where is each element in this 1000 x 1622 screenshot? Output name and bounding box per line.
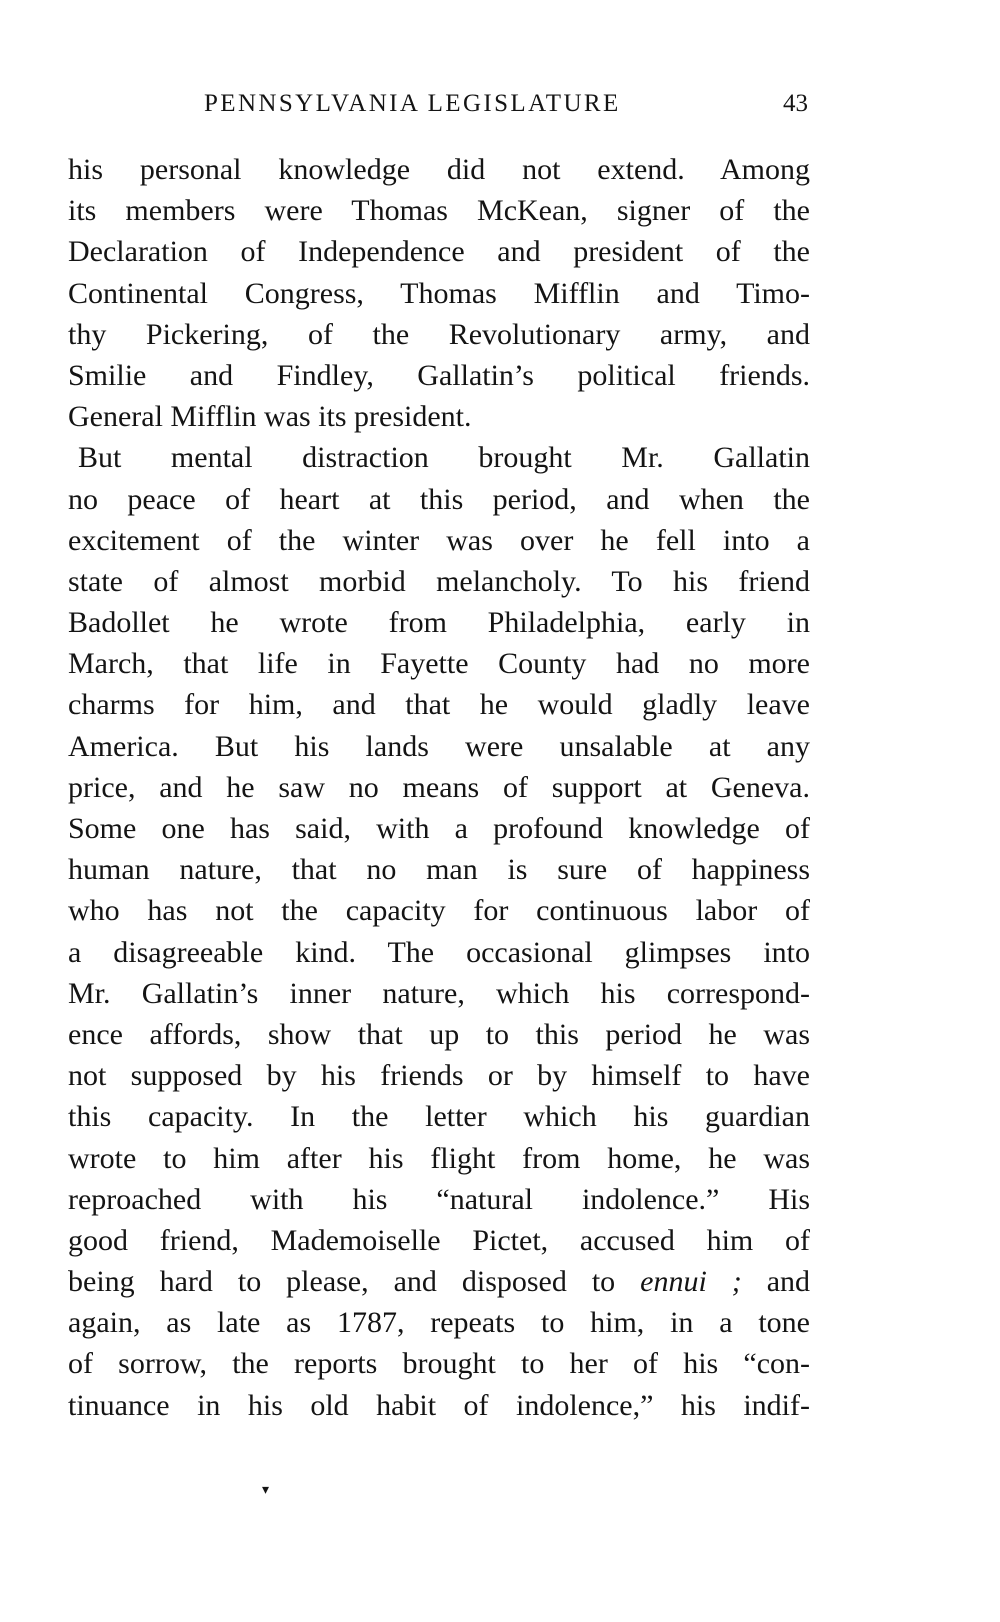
running-head [68, 90, 810, 130]
text-line: charms for him, and that he would gladly leave [68, 688, 810, 722]
text-line: Declaration of Independence and president of the [68, 235, 810, 269]
text-line-with-italic [68, 1261, 810, 1302]
text-span: being hard to please, and disposed to [68, 1265, 616, 1299]
text-line: a disagreeable kind. The occasional glimpses into [68, 935, 810, 969]
italic-term: ennui ; [640, 1265, 742, 1299]
printer-mark: ▾ [262, 1483, 270, 1498]
text-line: not supposed by his friends or by himself to have [68, 1059, 810, 1093]
text-line: of sorrow, the reports brought to her of his “con- [68, 1347, 810, 1381]
text-line: human nature, that no man is sure of happiness [68, 853, 810, 887]
text-line: wrote to him after his flight from home, he was [68, 1141, 810, 1175]
text-line: America. But his lands were unsalable at any [68, 729, 810, 763]
text-line: March, that life in Fayette County had no more [68, 647, 810, 681]
text-line: Mr. Gallatin’s inner nature, which his correspond- [68, 976, 810, 1010]
text-line: Continental Congress, Thomas Mifflin and Timo- [68, 276, 810, 310]
text-line: reproached with his “natural indolence.” His [68, 1182, 810, 1216]
text-line: its members were Thomas McKean, signer of the [68, 194, 810, 228]
text-line: good friend, Mademoiselle Pictet, accused him of [68, 1223, 810, 1257]
page-number: 43 [783, 90, 808, 117]
text-line: state of almost morbid melancholy. To his friend [68, 564, 810, 598]
text-line: General Mifflin was its president. [68, 400, 472, 434]
text-line: ence affords, show that up to this period he was [68, 1017, 810, 1051]
text-line: Badollet he wrote from Philadelphia, early in [68, 606, 810, 640]
text-line: excitement of the winter was over he fell into a [68, 523, 810, 557]
body-text [68, 149, 810, 1426]
text-line: Smilie and Findley, Gallatin’s political friends. [68, 358, 810, 392]
text-line: this capacity. In the letter which his guardian [68, 1100, 810, 1134]
running-title: PENNSYLVANIA LEGISLATURE [204, 90, 621, 117]
text-line: who has not the capacity for continuous labor of [68, 894, 810, 928]
text-span: and [766, 1265, 811, 1299]
text-line: tinuance in his old habit of indolence,” his indif- [68, 1388, 810, 1422]
text-line: again, as late as 1787, repeats to him, in a tone [68, 1306, 810, 1340]
text-line: Some one has said, with a profound knowledge of [68, 812, 810, 845]
paragraph-first-line: But mental distraction brought Mr. Gallatin [78, 441, 810, 475]
text-line: his personal knowledge did not extend. Among [68, 153, 810, 186]
text-line: price, and he saw no means of support at Geneva. [68, 770, 810, 804]
text-line: thy Pickering, of the Revolutionary army, and [68, 317, 810, 351]
text-line: no peace of heart at this period, and when the [68, 482, 810, 516]
